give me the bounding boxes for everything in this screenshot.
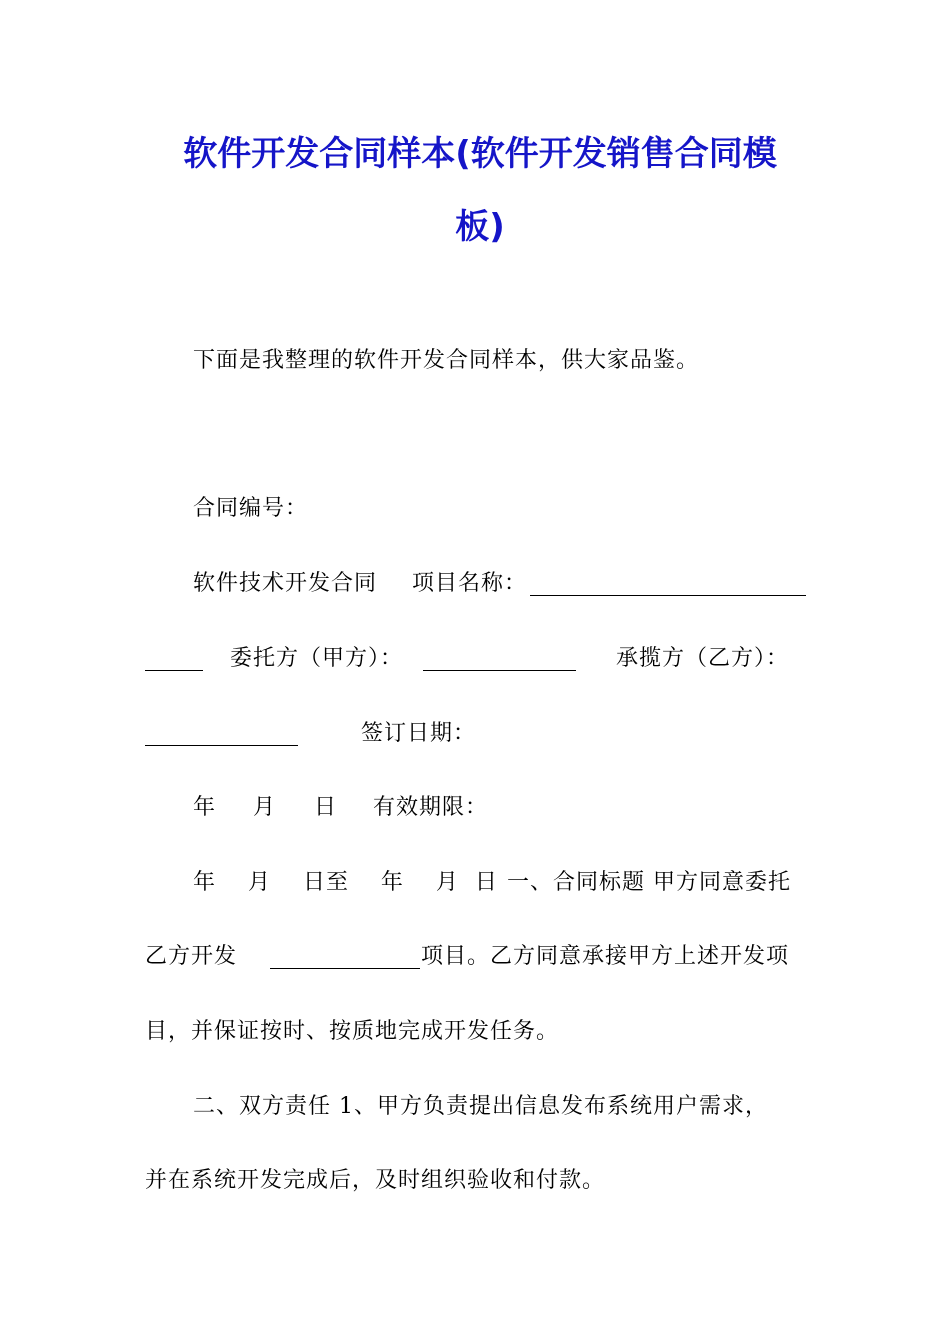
section-1-line-2a: 乙方开发 [145, 944, 238, 969]
sign-date-day: 日 [314, 795, 338, 820]
section-2-line-1: 二、双方责任 1、甲方负责提出信息发布系统用户需求， [193, 1094, 768, 1119]
client-blank [423, 652, 576, 671]
contract-number-label: 合同编号： [193, 496, 309, 521]
section-2-line-2: 并在系统开发完成后，及时组织验收和付款。 [145, 1168, 606, 1193]
project-name-blank-continued [145, 652, 203, 671]
sign-date-year: 年 [193, 795, 217, 820]
document-title-line-1: 软件开发合同样本(软件开发销售合同模 [183, 134, 777, 174]
section-1-heading: 一、合同标题 甲方同意委托 [507, 870, 791, 895]
contractor-label: 承揽方（乙方）： [616, 646, 790, 671]
section-1-line-3: 目，并保证按时、按质地完成开发任务。 [145, 1019, 560, 1044]
sign-date-label: 签订日期： [361, 721, 477, 746]
validity-period: 年 月 日至 年 月 日 [193, 870, 498, 895]
project-name-blank [530, 577, 806, 596]
client-label: 委托方（甲方）： [230, 646, 404, 671]
section-1-line-2b: 项目。乙方同意承接甲方上述开发项 [421, 944, 790, 969]
document-title-line-2: 板) [455, 207, 505, 247]
validity-label: 有效期限： [373, 795, 489, 820]
contract-name: 软件技术开发合同 [193, 571, 378, 596]
project-blank [270, 950, 420, 969]
contractor-blank [145, 727, 298, 746]
intro-paragraph: 下面是我整理的软件开发合同样本，供大家品鉴。 [193, 348, 700, 373]
sign-date-month: 月 [253, 795, 277, 820]
project-name-label: 项目名称： [412, 571, 528, 596]
